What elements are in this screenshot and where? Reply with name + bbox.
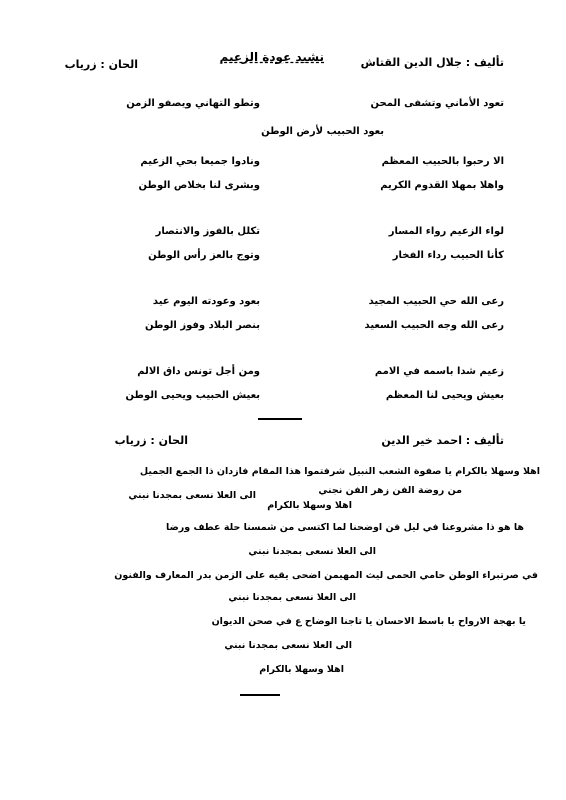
verse-line-left: وبشرى لنا بخلاص الوطن <box>138 180 260 191</box>
verse-line-right: لواء الزعيم رواء المسار <box>388 226 504 237</box>
song1-author: تأليف : جلال الدين القتاش <box>360 56 504 69</box>
section-divider <box>258 418 302 420</box>
section-divider <box>240 694 280 696</box>
verse-line-left: وتوج بالعز رأس الوطن <box>148 250 260 261</box>
verse-line-right: كأنا الحبيب رداء الفخار <box>392 250 504 261</box>
verse-line-left: بعود وعودته اليوم عيد <box>152 296 260 307</box>
song1-title: نشيد عودة الزعيم <box>219 50 324 64</box>
verse-line-right: زعيم شدا باسمه في الامم <box>374 366 504 377</box>
song2-line: من روضة الفن زهر الفن نجني <box>318 485 462 496</box>
verse-line-right: واهلا بمهلا القدوم الكريم <box>380 180 504 191</box>
song2-author: تأليف : احمد خير الدين <box>381 434 504 447</box>
song2-line: في صرتبراء الوطن حامي الحمى ليث المهيمن اضحى يقيه على الزمن بدر المعارف والفنون <box>114 570 538 581</box>
song2-line: اهلا وسهلا بالكرام <box>267 500 352 511</box>
song1-opening-left: وتطو التهاني ويصفو الزمن <box>126 98 260 109</box>
song1-opening-center: بعود الحبيب لأرض الوطن <box>261 126 384 137</box>
verse-line-left: ومن أجل تونس داق الالم <box>137 366 260 377</box>
verse-line-left: تكلل بالفوز والانتصار <box>155 226 260 237</box>
verse-line-right: رعى الله حي الحبيب المجيد <box>368 296 504 307</box>
verse-line-right: بعيش ويحيى لنا المعظم <box>385 390 504 401</box>
song2-line: الى العلا نسعى بمجدنا نبني <box>248 546 376 557</box>
song2-melody: الحان : زرياب <box>114 434 188 447</box>
song2-line: الى العلا نسعى بمجدنا نبني <box>128 490 256 501</box>
verse-line-left: بعيش الحبيب ويحيى الوطن <box>125 390 260 401</box>
song2-line: ها هو ذا مشروعنا في ليل فن اوضحنا لما اكتسى من شمسنا حلة عطف ورضا <box>166 522 524 533</box>
verse-line-left: ونادوا جميعا بحي الزعيم <box>140 156 260 167</box>
song2-line: اهلا وسهلا بالكرام <box>259 664 344 675</box>
song2-line: الى العلا نسعى بمجدنا نبني <box>224 640 352 651</box>
verse-line-right: رعى الله وجه الحبيب السعيد <box>364 320 504 331</box>
verse-line-left: بنصر البلاد وفوز الوطن <box>144 320 260 331</box>
song1-melody: الحان : زرياب <box>64 58 138 71</box>
song2-line: الى العلا نسعى بمجدنا نبني <box>228 592 356 603</box>
song2-line: يا بهجة الارواح يا باسط الاحسان يا تاجنا الوضاح ع في صحن الديوان <box>211 616 526 627</box>
song1-opening-right: تعود الأماني وتشفى المحن <box>370 98 504 109</box>
song2-line: اهلا وسهلا بالكرام يا صفوة الشعب النبيل شرفتموا هذا المقام فازدان ذا الجمع الجميل <box>139 466 540 477</box>
verse-line-right: الا رحبوا بالحبيب المعظم <box>381 156 504 167</box>
